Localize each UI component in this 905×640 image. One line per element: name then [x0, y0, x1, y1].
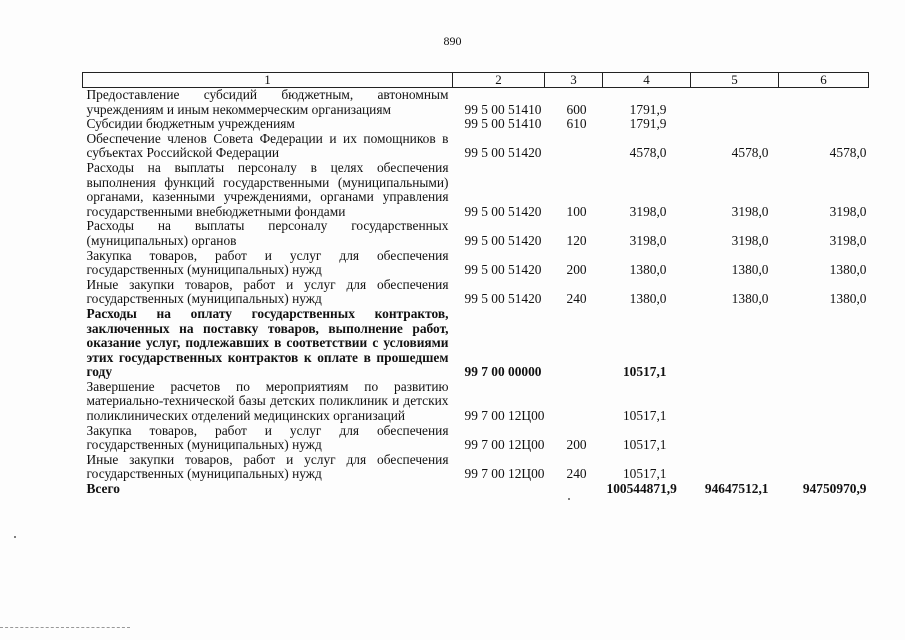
row-value-4: 10517,1	[622, 437, 667, 453]
column-header-5: 5	[691, 73, 779, 88]
row-value-6	[779, 424, 869, 453]
row-value-6: 1380,0	[829, 262, 867, 278]
row-name: Завершение расчетов по мероприятиям по развитию материально-технической базы детских поликлиник и детских поликлинических отделений медицинских организаций	[86, 378, 449, 424]
row-value-5	[691, 424, 779, 453]
row-name: Иные закупки товаров, работ и услуг для обеспечения государственных (муниципальных) нужд	[86, 451, 449, 482]
row-code: 99 5 00 51410	[464, 101, 542, 117]
row-name: Иные закупки товаров, работ и услуг для обеспечения государственных (муниципальных) нужд	[86, 276, 449, 307]
table-row	[83, 88, 869, 118]
row-value-4: 10517,1	[622, 408, 667, 424]
row-value-5	[691, 453, 779, 482]
row-value-5: 3198,0	[731, 203, 769, 219]
row-expense-type: 600	[566, 101, 587, 117]
row-expense-type: 610	[566, 116, 587, 132]
row-expense-type: 200	[566, 262, 587, 278]
row-value-5: 1380,0	[731, 291, 769, 307]
row-expense-type: 200	[566, 437, 587, 453]
column-header-3: 3	[545, 73, 603, 88]
column-header-1: 1	[83, 73, 453, 88]
table-row	[83, 307, 869, 380]
column-number-header	[83, 73, 869, 88]
row-value-6	[779, 380, 869, 424]
table-row	[83, 278, 869, 307]
row-value-5: 1380,0	[731, 262, 769, 278]
row-code: 99 5 00 51410	[464, 116, 542, 132]
total-value-4: 100544871,9	[606, 481, 677, 497]
row-value-6: 1380,0	[829, 291, 867, 307]
row-code: 99 5 00 51420	[464, 232, 542, 248]
row-value-4: 3198,0	[629, 203, 667, 219]
row-code: 99 5 00 51420	[464, 145, 542, 161]
table-row	[83, 249, 869, 278]
row-name: Закупка товаров, работ и услуг для обеспечения государственных (муниципальных) нужд	[86, 422, 449, 453]
row-code: 99 7 00 12Ц00	[464, 437, 545, 453]
row-code: 99 5 00 51420	[464, 203, 542, 219]
row-value-4: 1380,0	[629, 262, 667, 278]
row-value-6: 4578,0	[829, 145, 867, 161]
row-value-6	[779, 307, 869, 380]
column-header-6: 6	[779, 73, 869, 88]
scan-artifact-dot	[14, 536, 16, 538]
row-code: 99 5 00 51420	[464, 291, 542, 307]
total-row	[83, 482, 869, 497]
row-value-4: 1380,0	[629, 291, 667, 307]
row-value-4: 1791,9	[629, 116, 667, 132]
column-header-4: 4	[603, 73, 691, 88]
row-name: Расходы на выплаты персоналу в целях обеспечения выполнения функций государственными (муниципальными) органами, казенными учреждениями, органами управления государственными внебюджетными фондами	[86, 159, 449, 219]
row-expense-type: 240	[566, 291, 587, 307]
row-value-5	[691, 307, 779, 380]
total-label: Всего	[86, 481, 120, 497]
row-expense-type	[545, 132, 603, 161]
row-value-5	[691, 117, 779, 132]
table-body	[83, 88, 869, 483]
row-value-5	[691, 380, 779, 424]
total-value-6: 94750970,9	[802, 481, 867, 497]
table-row	[83, 219, 869, 248]
row-code: 99 7 00 12Ц00	[464, 466, 545, 482]
budget-table	[82, 72, 869, 497]
row-value-5: 3198,0	[731, 232, 769, 248]
row-value-6	[779, 117, 869, 132]
page-number: 890	[443, 34, 462, 48]
row-expense-type	[545, 380, 603, 424]
row-value-4: 4578,0	[629, 145, 667, 161]
table-row	[83, 132, 869, 161]
row-name: Предоставление субсидий бюджетным, автономным учреждениям и иным некоммерческим организациям	[86, 87, 449, 117]
row-expense-type: 100	[566, 203, 587, 219]
column-header-2: 2	[453, 73, 545, 88]
row-expense-type: 120	[566, 232, 587, 248]
row-name: Закупка товаров, работ и услуг для обеспечения государственных (муниципальных) нужд	[86, 247, 449, 278]
scan-artifact-dot	[568, 498, 570, 500]
row-name: Расходы на выплаты персоналу государственных (муниципальных) органов	[86, 218, 449, 248]
row-value-5: 4578,0	[731, 145, 769, 161]
row-value-4: 3198,0	[629, 232, 667, 248]
row-expense-type: 240	[566, 466, 587, 482]
row-value-6	[779, 88, 869, 118]
row-value-6	[779, 453, 869, 482]
table-row	[83, 380, 869, 424]
row-value-4: 10517,1	[622, 364, 667, 380]
row-code: 99 5 00 51420	[464, 262, 542, 278]
table-row	[83, 453, 869, 482]
row-value-6: 3198,0	[829, 232, 867, 248]
scan-artifact-line	[0, 627, 130, 628]
table-row	[83, 424, 869, 453]
row-name: Обеспечение членов Совета Федерации и их помощников в субъектах Российской Федерации	[86, 130, 449, 161]
table-row	[83, 161, 869, 219]
table-row	[83, 117, 869, 132]
row-value-6: 3198,0	[829, 203, 867, 219]
row-value-4: 1791,9	[629, 101, 667, 117]
row-name: Расходы на оплату государственных контрактов, заключенных на поставку товаров, выполнение работ, оказание услуг, подлежавших в соответствии с условиями этих государственных контрактов к оплате в прошедшем году	[86, 305, 449, 380]
total-value-5: 94647512,1	[704, 481, 769, 497]
row-name: Субсидии бюджетным учреждениям	[86, 116, 295, 132]
row-value-4: 10517,1	[622, 466, 667, 482]
row-value-5	[691, 88, 779, 118]
row-code: 99 7 00 12Ц00	[464, 408, 545, 424]
row-expense-type	[545, 307, 603, 380]
row-code: 99 7 00 00000	[464, 364, 542, 380]
